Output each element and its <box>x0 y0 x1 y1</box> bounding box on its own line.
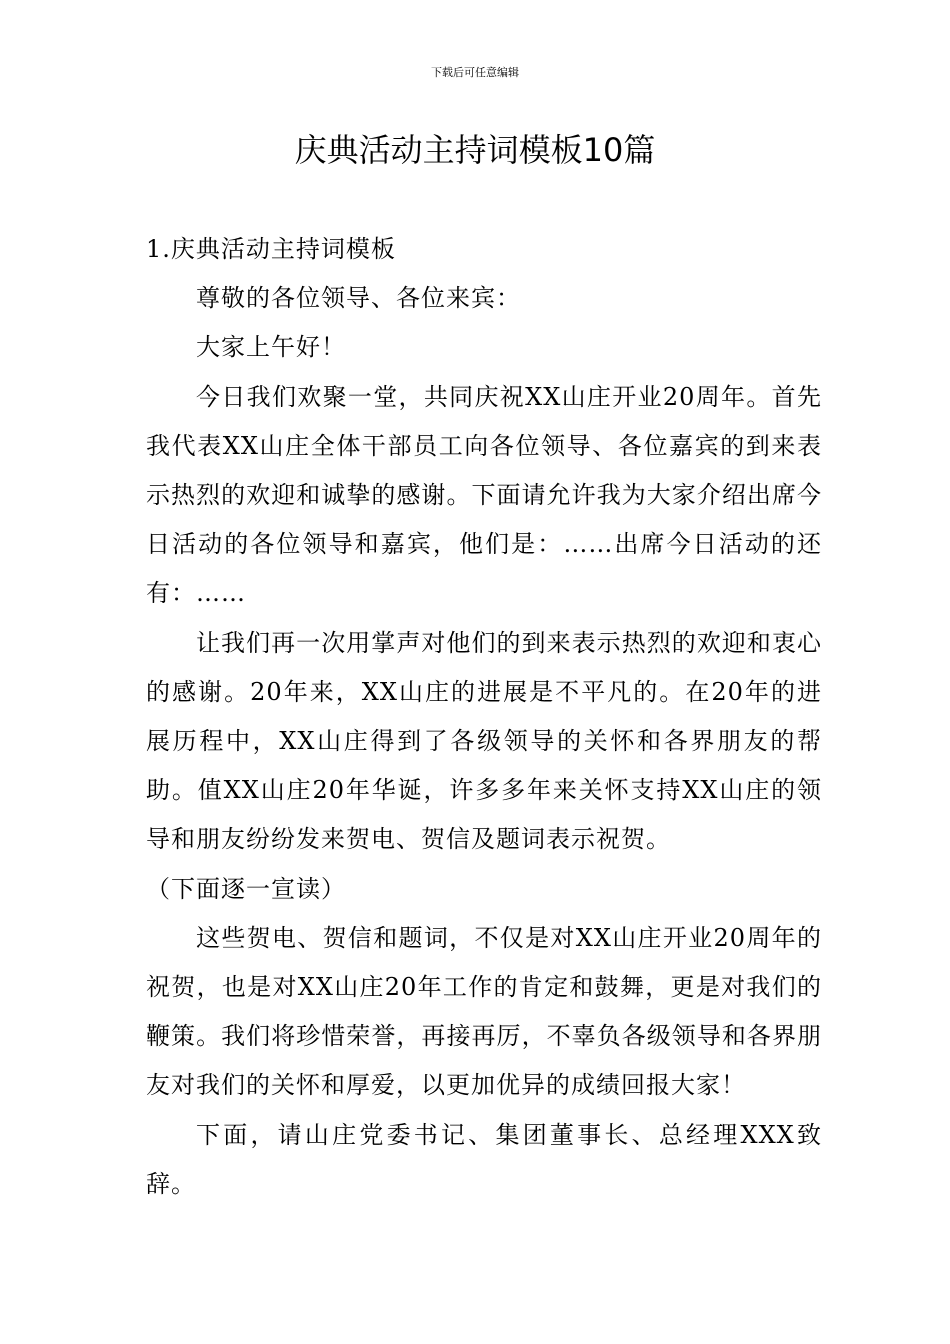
paragraph-stage-note: （下面逐一宣读） <box>146 874 346 903</box>
paragraph-thanks: 让我们再一次用掌声对他们的到来表示热烈的欢迎和衷心的感谢。20年来，XX山庄的进展是不平凡的。在20年的进展历程中，XX山庄得到了各级领导的关怀和各界朋友的帮助。值XX山庄20年华诞，许多多年来关怀支持XX山庄的领导和朋友纷纷发来贺电、贺信及题词表示祝贺。 <box>146 628 822 854</box>
paragraph-salutation: 尊敬的各位领导、各位来宾： <box>196 284 521 313</box>
document-title: 庆典活动主持词模板10篇 <box>294 131 656 169</box>
section-heading: 1.庆典活动主持词模板 <box>146 235 396 263</box>
paragraph-greeting: 大家上午好！ <box>196 333 346 362</box>
paragraph-opening: 今日我们欢聚一堂，共同庆祝XX山庄开业20周年。首先我代表XX山庄全体干部员工向各位领导、各位嘉宾的到来表示热烈的欢迎和诚挚的感谢。下面请允许我为大家介绍出席今日活动的各位领导和嘉宾，他们是：……出席今日活动的还有：…… <box>146 382 822 608</box>
paragraph-congratulations: 这些贺电、贺信和题词，不仅是对XX山庄开业20周年的祝贺，也是对XX山庄20年工作的肯定和鼓舞，更是对我们的鞭策。我们将珍惜荣誉，再接再厉，不辜负各级领导和各界朋友对我们的关怀和厚爱，以更加优异的成绩回报大家！ <box>146 923 822 1100</box>
document-body <box>146 225 822 1209</box>
header-note: 下载后可任意编辑 <box>431 66 519 79</box>
paragraph-next-speaker: 下面，请山庄党委书记、集团董事长、总经理XXX致辞。 <box>146 1120 822 1198</box>
